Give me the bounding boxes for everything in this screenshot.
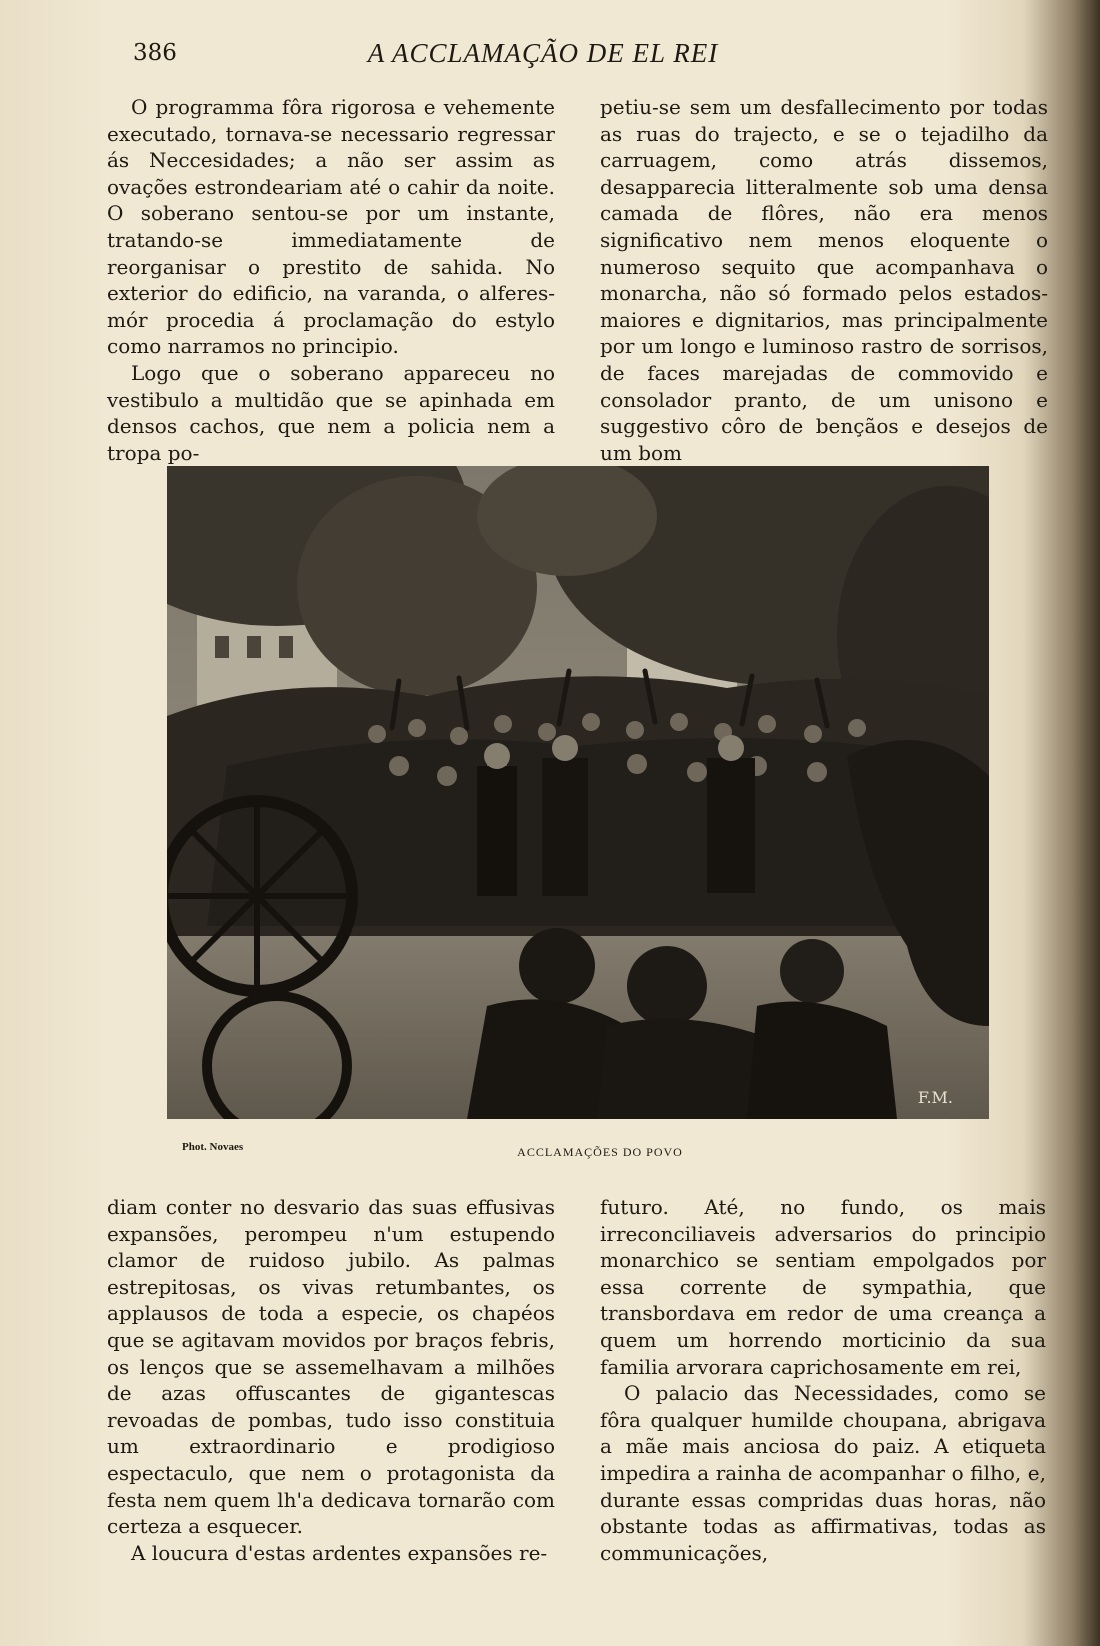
page-number: 386 bbox=[133, 40, 177, 66]
paragraph: diam conter no desvario das suas effusivas expansões, perompeu n'um estupendo clamor de ruidoso jubilo. As palmas estrepitosas, os vivas retumbantes, os applausos de toda a especie, os chapéos que se agitavam movidos por braços febris, os lenços que se assemelhavam a milhões de azas offuscantes de gigantescas revoadas de pombas, tudo isso constituia um extraordinario e prodigioso espectaculo, que nem o protagonista da festa nem quem lh'a dedicava tornarão com certeza a esquecer. bbox=[107, 1195, 555, 1539]
paragraph: O palacio das Necessidades, como se fôra qualquer humilde choupana, abrigava a mãe mais anciosa do paiz. A etiqueta impedira a rainha de acompanhar o filho, e, durante essas compridas duas horas, não obstante todas as affirmativas, todas as communicações, bbox=[600, 1381, 1046, 1565]
photo-illustration bbox=[167, 466, 989, 1119]
text-column-bottom-right bbox=[600, 1194, 1046, 1566]
paragraph: A loucura d'estas ardentes expansões re- bbox=[131, 1540, 548, 1565]
paragraph: futuro. Até, no fundo, os mais irreconciliaveis adversarios do principio monarchico se sentiam empolgados por essa corrente de sympathia, que transbordava em redor de uma creança a quem um horrendo morticinio da sua familia arvorara caprichosamente em rei, bbox=[600, 1195, 1046, 1379]
figure-caption: ACCLAMAÇÕES DO POVO bbox=[517, 1145, 683, 1159]
crowd-photograph bbox=[167, 466, 989, 1119]
running-title: A ACCLAMAÇÃO DE EL REI bbox=[367, 38, 719, 68]
paragraph: O programma fôra rigorosa e vehemente executado, tornava-se necessario regressar ás Neccesidades; a não ser assim as ovações estrondeariam até o cahir da noite. O soberano sentou-se por um instante, tratando-se immediatamente de reorganisar o prestito de sahida. No exterior do edificio, na varanda, o alferes-mór procedia á proclamação do estylo como narramos no principio. bbox=[107, 95, 555, 359]
photographer-monogram: F.M. bbox=[917, 1088, 953, 1107]
paragraph: petiu-se sem um desfallecimento por todas as ruas do trajecto, e se o tejadilho da carruagem, como atrás dissemos, desapparecia litteralmente sob uma densa camada de flôres, não era menos significativo nem menos eloquente o numeroso sequito que acompanhava o monarcha, não só formado pelos estados-maiores e dignitarios, mas principalmente por um longo e luminoso rastro de sorrisos, de faces marejadas de commovido e consolador pranto, de um unisono e suggestivo côro de bençãos e desejos de um bom bbox=[600, 95, 1048, 465]
paragraph: Logo que o soberano appareceu no vestibulo a multidão que se apinhada em densos cachos, que nem a policia nem a tropa po- bbox=[107, 360, 555, 465]
page-header bbox=[108, 36, 978, 72]
text-column-top-left bbox=[107, 94, 555, 466]
text-column-top-right bbox=[600, 94, 1048, 466]
photo-credit: Phot. Novaes bbox=[182, 1141, 244, 1153]
text-column-bottom-left bbox=[107, 1194, 555, 1566]
